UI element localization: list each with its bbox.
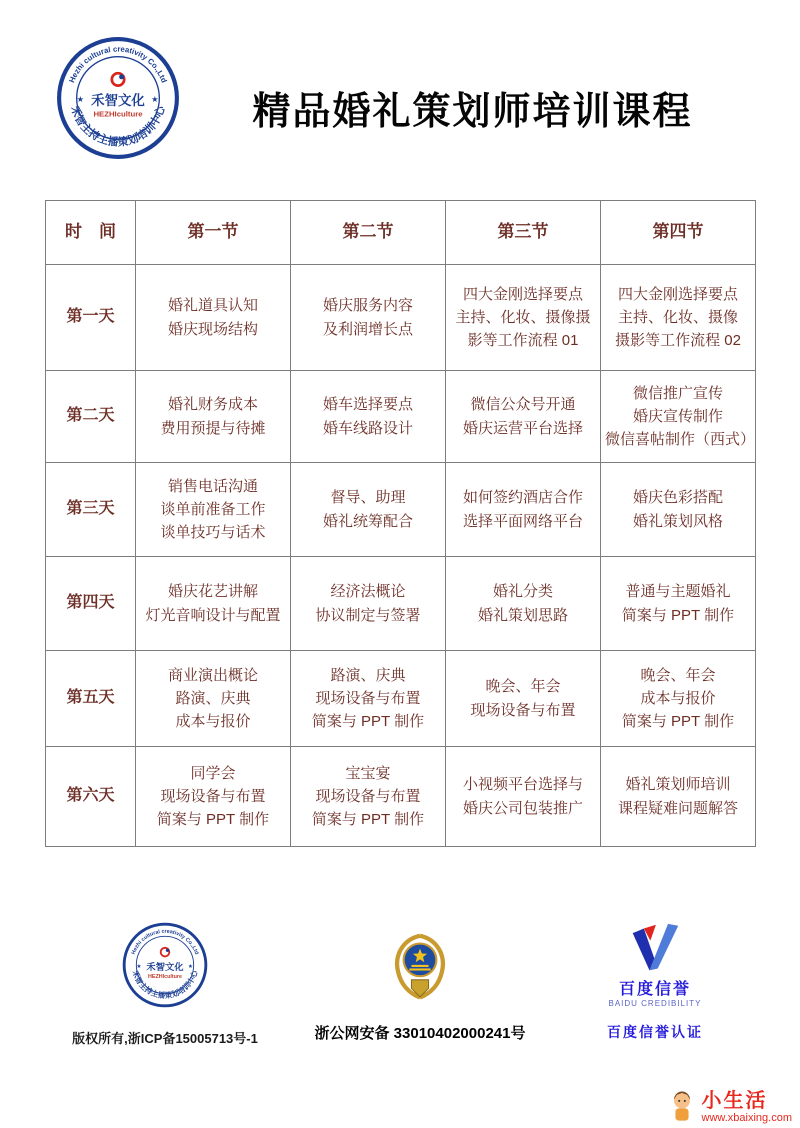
course-cell-line: 四大金刚选择要点 [617, 285, 738, 303]
course-cell [446, 463, 601, 557]
course-cell-line: 婚庆色彩搭配 [632, 489, 723, 507]
footer-baidu-block [555, 922, 755, 1042]
course-cell-line: 销售电话沟通 [167, 477, 258, 495]
svg-text:Hezhi cultural creativity Co.,: Hezhi cultural creativity Co.,Ltd [67, 44, 169, 85]
course-cell-line: 婚庆运营平台选择 [462, 419, 583, 437]
baidu-v-graphic [627, 922, 683, 974]
course-cell [601, 651, 756, 747]
svg-text:禾智文化: 禾智文化 [91, 93, 145, 109]
svg-text:★: ★ [76, 95, 85, 105]
police-badge-graphic [388, 922, 452, 1012]
course-cell [291, 463, 446, 557]
course-cell-line: 简案与 PPT 制作 [311, 713, 425, 731]
course-cell-line: 婚礼财务成本 [167, 396, 258, 414]
baidu-v-icon [627, 922, 683, 974]
watermark-text [702, 1090, 792, 1124]
site-watermark [667, 1090, 792, 1124]
col-header-session-3: 第三节 [446, 201, 601, 265]
row-day-label: 第六天 [46, 747, 136, 847]
row-day-label: 第二天 [46, 371, 136, 463]
course-cell-line: 婚礼策划师培训 [625, 776, 731, 794]
course-cell [291, 265, 446, 371]
course-cell [601, 557, 756, 651]
course-cell-line: 经济法概论 [330, 583, 406, 601]
mascot-icon [667, 1090, 697, 1124]
course-cell-line: 选择平面网络平台 [462, 512, 583, 530]
course-cell [446, 371, 601, 463]
course-cell [446, 747, 601, 847]
course-cell-line: 简案与 PPT 制作 [621, 606, 735, 624]
course-cell-line: 影等工作流程 01 [467, 332, 579, 350]
course-cell-line: 主持、化妆、摄像摄 [455, 308, 591, 326]
course-cell [446, 557, 601, 651]
course-cell [601, 463, 756, 557]
course-cell [291, 747, 446, 847]
svg-text:Hezhi cultural creativity Co.,: Hezhi cultural creativity Co.,Ltd [130, 928, 200, 956]
course-cell-line: 课程疑难问题解答 [617, 799, 738, 817]
col-header-session-1: 第一节 [136, 201, 291, 265]
course-cell-line: 婚礼策划思路 [477, 606, 568, 624]
table-row [46, 651, 756, 747]
course-cell [136, 557, 291, 651]
course-cell [291, 557, 446, 651]
course-cell-line: 路演、庆典 [175, 689, 251, 707]
course-cell-line: 谈单技巧与话术 [160, 524, 266, 542]
course-cell [601, 265, 756, 371]
hezhi-logo-icon [56, 36, 180, 160]
course-cell [446, 265, 601, 371]
course-cell-line: 协议制定与签署 [315, 606, 421, 624]
course-cell-line: 商业演出概论 [167, 666, 258, 684]
svg-text:★: ★ [187, 963, 194, 970]
course-cell-line: 晚会、年会 [485, 678, 561, 696]
svg-text:HEZHIculture: HEZHIculture [93, 109, 143, 119]
course-cell [136, 371, 291, 463]
course-cell-line: 谈单前准备工作 [160, 500, 266, 518]
table-row [46, 265, 756, 371]
course-cell-line: 婚礼分类 [492, 583, 553, 601]
course-cell-line: 婚庆服务内容 [322, 297, 413, 315]
table-row [46, 557, 756, 651]
col-header-time: 时 间 [46, 201, 136, 265]
course-cell-line: 婚庆公司包装推广 [462, 799, 583, 817]
course-cell-line: 简案与 PPT 制作 [311, 811, 425, 829]
course-cell-line: 成本与报价 [175, 713, 251, 731]
course-cell-line: 微信推广宣传 [632, 384, 723, 402]
hezhi-logo-icon [122, 922, 208, 1008]
course-cell-line: 晚会、年会 [640, 666, 716, 684]
course-cell [601, 371, 756, 463]
course-cell-line: 同学会 [190, 764, 236, 782]
footer-police-block [305, 922, 535, 1043]
course-cell-line: 成本与报价 [640, 689, 716, 707]
course-cell-line: 四大金刚选择要点 [462, 285, 583, 303]
course-cell-line: 微信公众号开通 [470, 396, 576, 414]
course-cell-line: 主持、化妆、摄像 [617, 308, 738, 326]
table-row [46, 371, 756, 463]
course-cell-line: 小视频平台选择与 [462, 776, 583, 794]
course-cell [136, 651, 291, 747]
course-cell-line: 费用预提与待摊 [160, 419, 266, 437]
footer-copyright-block [45, 922, 285, 1047]
course-cell-line: 婚车选择要点 [322, 396, 413, 414]
course-cell-line: 婚庆宣传制作 [632, 407, 723, 425]
page-title: 精品婚礼策划师培训课程 [252, 91, 693, 133]
course-cell [136, 265, 291, 371]
course-cell-line: 婚礼统筹配合 [322, 512, 413, 530]
svg-text:★: ★ [136, 963, 142, 970]
watermark-name: 小生活 [701, 1089, 768, 1112]
row-day-label: 第三天 [46, 463, 136, 557]
course-cell-line: 婚庆现场结构 [167, 320, 258, 338]
course-cell-line: 现场设备与布置 [315, 689, 421, 707]
baidu-name: 百度信誉 [618, 981, 691, 998]
svg-text:★: ★ [151, 95, 159, 105]
footer-company-logo [122, 922, 208, 1008]
svg-text:禾智主持主播策划培训中心: 禾智主持主播策划培训中心 [130, 969, 200, 1001]
course-cell-line: 简案与 PPT 制作 [621, 713, 735, 731]
table-body [46, 265, 756, 847]
course-cell-line: 婚车线路设计 [322, 419, 413, 437]
col-header-session-2: 第二节 [291, 201, 446, 265]
course-cell-line: 现场设备与布置 [160, 787, 266, 805]
svg-text:禾智主持主播策划培训中心: 禾智主持主播策划培训中心 [68, 104, 168, 149]
police-record-text: 浙公网安备 33010402000241号 [314, 1025, 526, 1042]
course-cell-line: 路演、庆典 [330, 666, 406, 684]
footer [45, 922, 755, 1047]
course-cell-line: 如何签约酒店合作 [462, 489, 583, 507]
copyright-text: 版权所有,浙ICP备15005713号-1 [72, 1031, 258, 1046]
table-row [46, 747, 756, 847]
course-cell [446, 651, 601, 747]
course-cell-line: 普通与主题婚礼 [625, 583, 731, 601]
police-badge-icon [388, 922, 452, 1012]
table-row [46, 463, 756, 557]
course-cell [136, 463, 291, 557]
course-cell-line: 灯光音响设计与配置 [145, 606, 281, 624]
course-cell-line: 简案与 PPT 制作 [156, 811, 270, 829]
course-cell [601, 747, 756, 847]
course-cell-line: 婚礼策划风格 [632, 512, 723, 530]
mascot-graphic [667, 1090, 697, 1124]
svg-text:HEZHIculture: HEZHIculture [148, 973, 182, 980]
baidu-name-en: BAIDU CREDIBILITY [608, 999, 702, 1008]
course-cell-line: 婚礼道具认知 [167, 297, 258, 315]
company-logo [56, 36, 180, 160]
course-cell-line: 督导、助理 [330, 489, 406, 507]
course-cell-line: 宝宝宴 [345, 764, 391, 782]
course-cell-line: 摄影等工作流程 02 [615, 332, 741, 350]
course-cell-line: 现场设备与布置 [315, 787, 421, 805]
col-header-session-4: 第四节 [601, 201, 756, 265]
course-table [45, 200, 756, 847]
course-cell [136, 747, 291, 847]
table-header-row [46, 201, 756, 265]
row-day-label: 第一天 [46, 265, 136, 371]
baidu-cert-text: 百度信誉认证 [607, 1024, 703, 1040]
course-cell [291, 651, 446, 747]
course-cell-line: 及利润增长点 [322, 320, 413, 338]
course-cell [291, 371, 446, 463]
row-day-label: 第五天 [46, 651, 136, 747]
watermark-url: www.xbaixing.com [701, 1111, 792, 1124]
row-day-label: 第四天 [46, 557, 136, 651]
course-cell-line: 现场设备与布置 [470, 701, 576, 719]
course-cell-line: 婚庆花艺讲解 [167, 583, 258, 601]
course-cell-line: 微信喜帖制作（西式） [605, 431, 756, 449]
svg-text:禾智文化: 禾智文化 [146, 962, 184, 973]
